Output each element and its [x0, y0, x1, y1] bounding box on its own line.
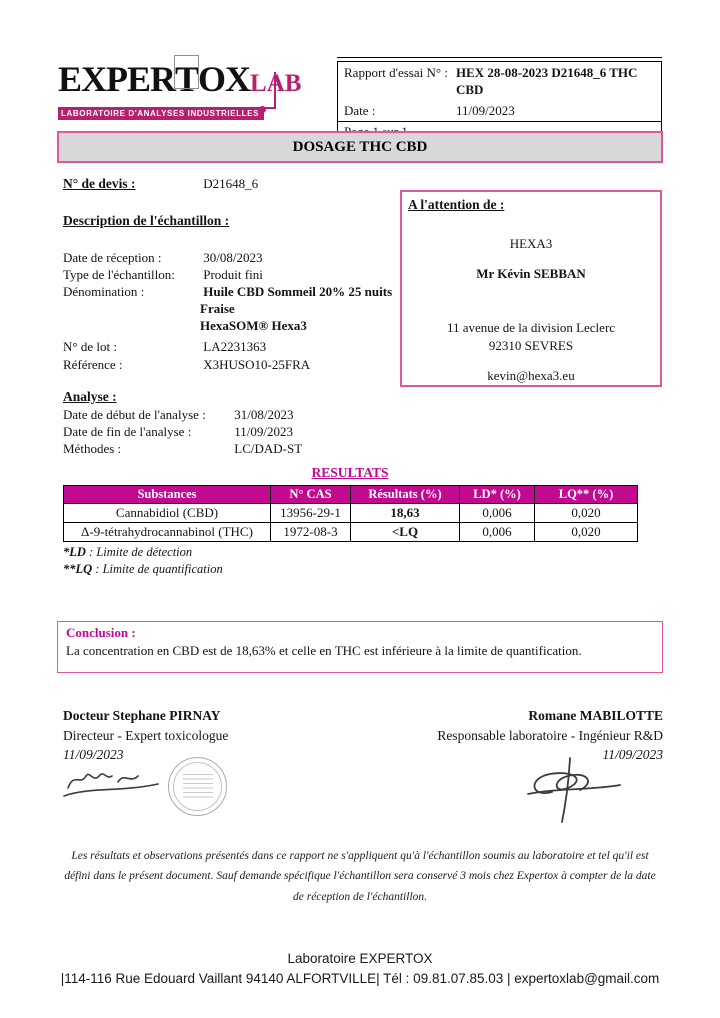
lab-stamp	[168, 757, 227, 816]
attention-email: kevin@hexa3.eu	[487, 368, 575, 383]
signatory-left-block	[63, 706, 228, 765]
table-row	[64, 523, 638, 542]
lq-footnote-term: **LQ	[63, 562, 93, 576]
report-number-label: Rapport d'essai N° :	[344, 64, 448, 80]
cbd-substance-cell: Cannabidiol (CBD)	[64, 504, 271, 523]
report-box-top-rule	[337, 57, 662, 58]
disclaimer-text: Les résultats et observations présentés dans ce rapport ne s'appliquent qu'à l'échantillon soumis au laboratoire et tel qu'il est défini dans le présent document. Sauf demande spécifique l'échantillon sera conservé 3 mois chez Expertox à compter de la date de réception de l'échantillon.	[64, 850, 656, 903]
analysis-end-label: Date de fin de l'analyse :	[63, 424, 192, 439]
table-row	[64, 504, 638, 523]
logo-text-lab: LAB	[250, 70, 302, 97]
lot-number-row	[63, 339, 266, 355]
logo-stylized-t: T	[175, 59, 199, 99]
logo-text-exper: EXPER	[58, 59, 176, 99]
sample-type-value: Produit fini	[203, 267, 263, 282]
reception-date-value: 30/08/2023	[203, 250, 263, 265]
reference-value: X3HUSO10-25FRA	[203, 357, 311, 372]
analysis-start-value: 31/08/2023	[234, 407, 294, 422]
denomination-row	[63, 284, 392, 300]
attention-contact: Mr Kévin SEBBAN	[476, 266, 586, 281]
attention-box	[400, 190, 662, 387]
results-table	[63, 485, 638, 542]
cbd-ld-cell: 0,006	[460, 504, 535, 523]
footer-address: |114-116 Rue Edouard Vaillant 94140 ALFORTVILLE| Tél : 09.81.07.85.03 | expertoxlab@gmail.com	[60, 971, 660, 986]
report-date-row	[338, 100, 661, 121]
denomination-value-line1: Huile CBD Sommeil 20% 25 nuits	[203, 284, 393, 299]
signatory-right-name: Romane MABILOTTE	[528, 708, 663, 723]
footer-lab-name: Laboratoire EXPERTOX	[287, 951, 433, 966]
analysis-end-row	[63, 424, 293, 440]
methods-row	[63, 441, 302, 457]
methods-value: LC/DAD-ST	[234, 441, 303, 456]
cbd-lq-cell: 0,020	[535, 504, 638, 523]
reference-row	[63, 357, 310, 373]
description-heading: Description de l'échantillon :	[63, 213, 230, 228]
reception-date-row	[63, 250, 262, 266]
attention-company: HEXA3	[509, 236, 553, 251]
devis-label: N° de devis :	[63, 176, 136, 191]
ld-footnote	[63, 545, 192, 560]
attention-address-line1: 11 avenue de la division Leclerc	[446, 320, 616, 335]
conclusion-box	[57, 621, 663, 673]
signatory-left-date: 11/09/2023	[63, 747, 124, 762]
report-number-row	[338, 62, 661, 100]
signatory-left-name: Docteur Stephane PIRNAY	[63, 708, 221, 723]
denomination-value-line2: Fraise	[200, 301, 235, 316]
thc-cas-cell: 1972-08-3	[271, 523, 351, 542]
results-header-substances: Substances	[64, 486, 271, 504]
lq-footnote	[63, 562, 223, 577]
signatory-right-role: Responsable laboratoire - Ingénieur R&D	[437, 727, 663, 743]
attention-heading: A l'attention de :	[408, 197, 505, 212]
signature-pirnay-image	[60, 762, 180, 810]
conclusion-heading: Conclusion :	[66, 625, 136, 640]
cbd-result-cell: 18,63	[351, 504, 460, 523]
lot-number-label: N° de lot :	[63, 339, 117, 354]
reception-date-label: Date de réception :	[63, 250, 162, 265]
thc-result-cell: <LQ	[351, 523, 460, 542]
expertox-logo	[58, 60, 348, 126]
analysis-start-row	[63, 407, 293, 423]
stamp-text-lines	[183, 774, 213, 801]
thc-lq-cell: 0,020	[535, 523, 638, 542]
signature-mabilotte-image	[512, 754, 630, 826]
lq-footnote-text: : Limite de quantification	[92, 562, 223, 576]
sample-type-row	[63, 267, 263, 283]
thc-substance-cell: Δ-9-tétrahydrocannabinol (THC)	[64, 523, 271, 542]
ld-footnote-text: : Limite de détection	[85, 545, 193, 559]
report-date-label: Date :	[344, 102, 376, 118]
methods-label: Méthodes :	[63, 441, 122, 456]
results-header-cas: N° CAS	[271, 486, 351, 504]
reference-label: Référence :	[63, 357, 123, 372]
results-title: RESULTATS	[311, 465, 389, 480]
expertox-logo-wordmark	[58, 60, 348, 103]
signatory-left-role: Directeur - Expert toxicologue	[63, 727, 229, 743]
denomination-label: Dénomination :	[63, 284, 145, 299]
conclusion-text: La concentration en CBD est de 18,63% et celle en THC est inférieure à la limite de quantification.	[66, 643, 582, 658]
results-header-result: Résultats (%)	[351, 486, 460, 504]
logo-tagline: LABORATOIRE D'ANALYSES INDUSTRIELLES	[58, 107, 264, 121]
analyse-heading: Analyse :	[63, 389, 117, 404]
report-date-value: 11/09/2023	[456, 102, 515, 118]
results-header-row	[64, 486, 638, 504]
attention-address-line2: 92310 SEVRES	[488, 338, 574, 353]
report-number-value: HEX 28-08-2023 D21648_6 THC CBD	[456, 64, 638, 97]
logo-bracket-line	[264, 72, 276, 109]
cbd-cas-cell: 13956-29-1	[271, 504, 351, 523]
ld-footnote-term: *LD	[63, 545, 86, 559]
lot-number-value: LA2231363	[203, 339, 267, 354]
denomination-value-line3: HexaSOM® Hexa3	[200, 318, 307, 333]
document-title: DOSAGE THC CBD	[57, 131, 663, 163]
sample-type-label: Type de l'échantillon:	[63, 267, 175, 282]
devis-row	[63, 176, 258, 192]
results-header-lq: LQ** (%)	[535, 486, 638, 504]
devis-value: D21648_6	[203, 176, 259, 191]
analysis-start-label: Date de début de l'analyse :	[63, 407, 206, 422]
thc-ld-cell: 0,006	[460, 523, 535, 542]
analysis-end-value: 11/09/2023	[234, 424, 293, 439]
signatory-right-date: 11/09/2023	[602, 747, 663, 762]
logo-text-ox: OX	[198, 59, 251, 99]
results-header-ld: LD* (%)	[460, 486, 535, 504]
